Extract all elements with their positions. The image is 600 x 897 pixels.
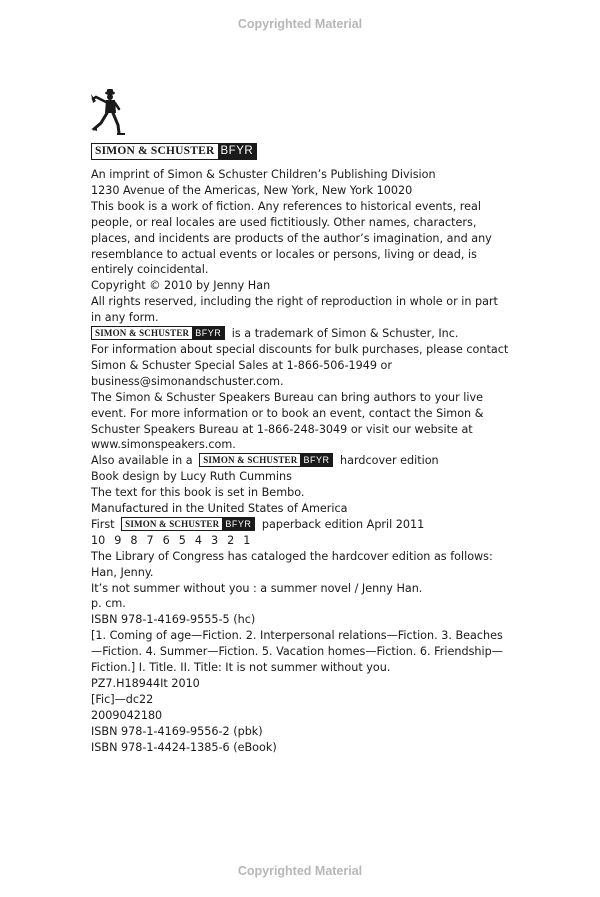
printing-number: 8	[130, 533, 138, 547]
printing-number: 7	[146, 533, 154, 547]
printing-number: 6	[162, 533, 170, 547]
printing-number: 9	[114, 533, 122, 547]
inline-brand-mark	[91, 326, 225, 340]
brand-imprint: BFYR	[192, 327, 224, 339]
discounts-line: For information about special discounts for bulk purchases, please contact Simon & Schuster Special Sales at 1-866-506-1949 or business@simonandschuster.com.	[91, 342, 509, 388]
brand-name: SIMON & SCHUSTER	[95, 145, 215, 158]
printing-number: 1	[243, 533, 251, 547]
cip-dewey: [Fic]—dc22	[91, 692, 154, 706]
printing-line	[91, 533, 511, 549]
cip-isbn-ebook: ISBN 978-1-4424-1385-6 (eBook)	[91, 740, 277, 754]
cip-subjects: [1. Coming of age—Fiction. 2. Interpersonal relations—Fiction. 3. Beaches—Fiction. 4. Summer—Fiction. 5. Vacation homes—Fiction. 6. Friendship—Fiction.] I. Title. II. Title: It is not summer without you.	[91, 629, 503, 675]
cip-isbn-hc: ISBN 978-1-4169-9555-5 (hc)	[91, 613, 256, 627]
fiction-notice: This book is a work of fiction. Any references to historical events, real people, or real locales are used fictitiously. Other names, characters, places, and incidents are products of the author’s imagination, and any resemblance to actual events or locales or persons, living or dead, is entirely coincidental.	[91, 199, 492, 277]
trademark-text: is a trademark of Simon & Schuster, Inc.	[231, 327, 459, 341]
first-prefix: First	[91, 517, 115, 531]
watermark-top: Copyrighted Material	[237, 17, 363, 31]
speakers-line: The Simon & Schuster Speakers Bureau can bring authors to your live event. For more information or to book an event, contact the Simon & Schuster Speakers Bureau at 1-866-248-3049 or visit our website at www.simonspeakers.com.	[91, 390, 484, 452]
cip-author: Han, Jenny.	[91, 565, 154, 579]
brand-name: SIMON & SCHUSTER	[95, 328, 190, 339]
manufactured-line: Manufactured in the United States of America	[91, 502, 348, 516]
publisher-brand-mark	[91, 143, 257, 160]
imprint-line: An imprint of Simon & Schuster Children’s Publishing Division	[91, 168, 436, 181]
printing-number: 3	[211, 533, 219, 547]
printing-number: 4	[194, 533, 202, 547]
also-available-line	[91, 453, 511, 469]
watermark-bottom: Copyrighted Material	[237, 864, 363, 878]
also-prefix: Also available in a	[91, 454, 193, 468]
printing-number: 5	[178, 533, 186, 547]
brand-imprint: BFYR	[218, 144, 257, 159]
design-line: Book design by Lucy Ruth Cummins	[91, 470, 292, 484]
cip-isbn-pbk: ISBN 978-1-4169-9556-2 (pbk)	[91, 724, 263, 738]
rights-line: All rights reserved, including the right of reproduction in whole or in part in any form.	[91, 295, 498, 325]
first-edition-line	[91, 517, 511, 533]
brand-name: SIMON & SCHUSTER	[203, 455, 298, 466]
inline-brand-mark	[199, 453, 333, 467]
cip-title: It’s not summer without you : a summer novel / Jenny Han.	[91, 581, 423, 595]
printing-number: 10	[91, 533, 106, 547]
typeface-line: The text for this book is set in Bembo.	[91, 486, 305, 500]
printing-number: 2	[227, 533, 235, 547]
address-line: 1230 Avenue of the Americas, New York, New York 10020	[91, 183, 413, 197]
inline-brand-mark	[121, 517, 255, 531]
copyright-page	[91, 143, 511, 756]
loc-intro: The Library of Congress has cataloged the hardcover edition as follows:	[91, 549, 493, 563]
publisher-logo-icon	[88, 85, 128, 137]
brand-name: SIMON & SCHUSTER	[125, 518, 220, 529]
cip-call-number: PZ7.H18944It 2010	[91, 677, 200, 690]
first-suffix: paperback edition April 2011	[261, 517, 425, 531]
cip-pages: p. cm.	[91, 597, 126, 611]
brand-imprint: BFYR	[300, 454, 332, 466]
also-suffix: hardcover edition	[340, 454, 439, 468]
brand-imprint: BFYR	[222, 518, 254, 530]
copyright-line: Copyright © 2010 by Jenny Han	[91, 279, 271, 293]
trademark-line	[91, 326, 511, 342]
cip-lccn: 2009042180	[91, 708, 163, 722]
